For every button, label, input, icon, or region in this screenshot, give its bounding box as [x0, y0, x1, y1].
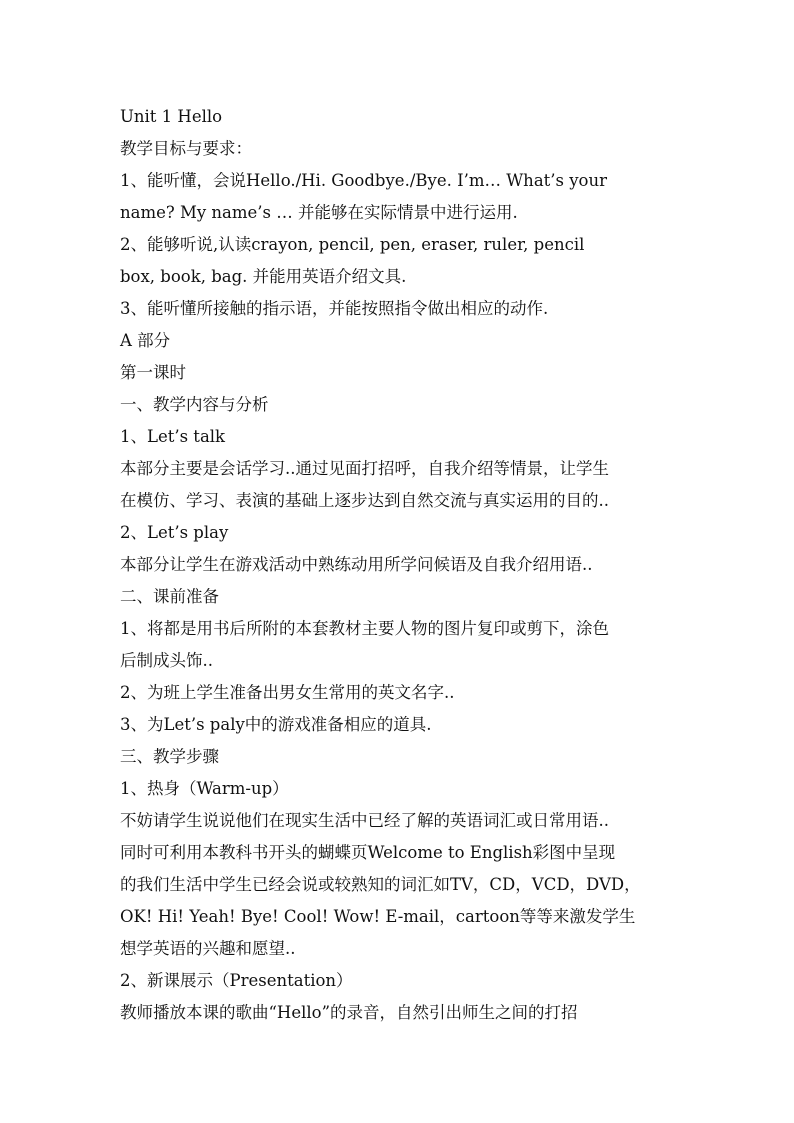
- text-line: 的我们生活中学生已经会说或较熟知的词汇如TV，CD，VCD，DVD，: [120, 875, 641, 894]
- text-line: 不妨请学生说说他们在现实生活中已经了解的英语词汇或日常用语..: [120, 811, 609, 830]
- text-line: 本部分主要是会话学习..通过见面打招呼，自我介绍等情景，让学生: [120, 459, 609, 478]
- text-line: name? My name’s … 并能够在实际情景中进行运用.: [120, 203, 518, 222]
- section-heading: 教学目标与要求：: [120, 139, 252, 158]
- text-line: 后制成头饰..: [120, 651, 213, 670]
- subsection-heading: 2、Let’s play: [120, 523, 229, 542]
- text-line: 1、将都是用书后所附的本套教材主要人物的图片复印或剪下，涂色: [120, 619, 609, 638]
- document-body: [120, 101, 680, 1029]
- text-line: 3、为Let’s paly中的游戏准备相应的道具.: [120, 715, 432, 734]
- text-line: 同时可利用本教科书开头的蝴蝶页Welcome to English彩图中呈现: [120, 843, 616, 862]
- text-line: 想学英语的兴趣和愿望..: [120, 939, 296, 958]
- section-heading: 二、课前准备: [120, 587, 219, 606]
- text-line: OK! Hi! Yeah! Bye! Cool! Wow! E-mail，cartoon等等来激发学生: [120, 907, 636, 926]
- text-line: 1、能听懂，会说Hello./Hi. Goodbye./Bye. I’m… What’s your: [120, 171, 608, 190]
- section-heading: 三、教学步骤: [120, 747, 219, 766]
- text-line: 在模仿、学习、表演的基础上逐步达到自然交流与真实运用的目的..: [120, 491, 609, 510]
- subsection-heading: 1、Let’s talk: [120, 427, 226, 446]
- text-line: 本部分让学生在游戏活动中熟练动用所学问候语及自我介绍用语..: [120, 555, 593, 574]
- text-line: box, book, bag. 并能用英语介绍文具.: [120, 267, 407, 286]
- section-heading: A 部分: [120, 331, 171, 350]
- section-heading: 第一课时: [120, 363, 186, 382]
- document-title: Unit 1 Hello: [120, 107, 223, 126]
- text-line: 3、能听懂所接触的指示语，并能按照指令做出相应的动作.: [120, 299, 549, 318]
- text-line: 2、能够听说,认读crayon, pencil, pen, eraser, ruler, pencil: [120, 235, 585, 254]
- subsection-heading: 2、新课展示（Presentation）: [120, 971, 353, 990]
- text-line: 2、为班上学生准备出男女生常用的英文名字..: [120, 683, 455, 702]
- section-heading: 一、教学内容与分析: [120, 395, 269, 414]
- subsection-heading: 1、热身（Warm-up）: [120, 779, 289, 798]
- text-line: 教师播放本课的歌曲“Hello”的录音，自然引出师生之间的打招: [120, 1003, 578, 1022]
